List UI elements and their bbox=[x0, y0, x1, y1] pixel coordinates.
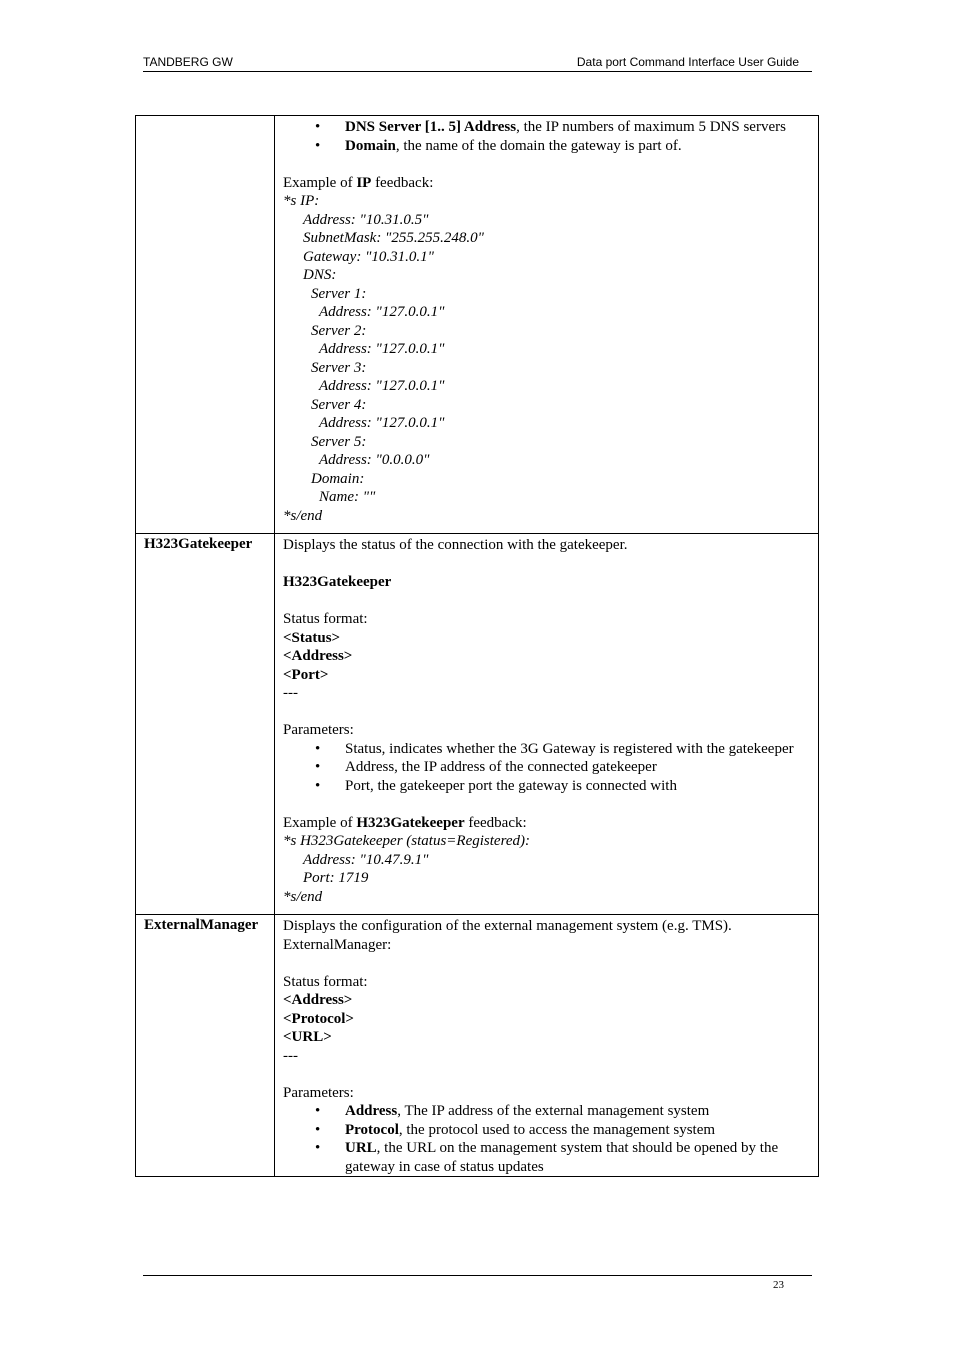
feedback-line: Server 2: bbox=[311, 322, 367, 339]
bullet-text: , the IP numbers of maximum 5 DNS servers bbox=[516, 119, 786, 135]
bullet-text: , the URL on the management system that should be opened by the gateway in case of status updates bbox=[345, 1140, 779, 1175]
feedback-line: Address: "10.31.0.5" bbox=[303, 211, 429, 228]
list-item: • Status, indicates whether the 3G Gateway is registered with the gatekeeper bbox=[283, 740, 812, 759]
bullet-text: , The IP address of the external management system bbox=[397, 1103, 710, 1119]
list-item bbox=[283, 137, 812, 156]
ext-separator: --- bbox=[283, 1047, 298, 1064]
feedback-line: Server 1: bbox=[311, 285, 367, 302]
ext-command: ExternalManager: bbox=[283, 936, 392, 953]
h323-command: H323Gatekeeper bbox=[283, 574, 392, 590]
command-table bbox=[135, 115, 819, 1177]
feedback-line: Name: "" bbox=[319, 489, 376, 505]
feedback-line: Server 3: bbox=[311, 359, 367, 376]
feedback-line: Domain: bbox=[311, 470, 365, 487]
content-cell-external-manager bbox=[275, 915, 819, 1177]
feedback-line: *s H323Gatekeeper (status=Registered): bbox=[283, 833, 531, 849]
list-item bbox=[283, 1102, 812, 1121]
feedback-line: Server 5: bbox=[311, 433, 367, 450]
ext-description: Displays the configuration of the external management system (e.g. TMS). bbox=[283, 918, 732, 934]
list-item bbox=[283, 1139, 812, 1176]
h323-separator: --- bbox=[283, 685, 298, 701]
label-cell-empty bbox=[136, 116, 275, 534]
h323-parameter-list bbox=[283, 740, 812, 796]
h323-status-format-label: Status format: bbox=[283, 611, 368, 627]
format-line: <Status> bbox=[283, 629, 341, 646]
feedback-line: Gateway: "10.31.0.1" bbox=[303, 248, 434, 265]
ip-feedback-block bbox=[283, 192, 812, 525]
row-label: ExternalManager bbox=[144, 917, 259, 933]
ext-parameter-list bbox=[283, 1102, 812, 1176]
table-row-h323 bbox=[136, 534, 819, 915]
feedback-line: Server 4: bbox=[311, 396, 367, 413]
feedback-line: *s/end bbox=[283, 888, 323, 905]
bullet-term: Protocol bbox=[345, 1121, 399, 1138]
bullet-term: Address bbox=[345, 1103, 398, 1119]
bullet-term: DNS Server [1.. 5] Address bbox=[345, 119, 517, 135]
feedback-line: Address: "127.0.0.1" bbox=[319, 415, 445, 431]
bullet-text: , the name of the domain the gateway is part of. bbox=[395, 137, 682, 154]
page-number: 23 bbox=[773, 1279, 784, 1291]
table-row-ip bbox=[136, 116, 819, 534]
feedback-line: Address: "127.0.0.1" bbox=[319, 341, 445, 357]
feedback-line: Address: "0.0.0.0" bbox=[319, 452, 430, 468]
table-row-external-manager bbox=[136, 915, 819, 1177]
list-item: • Port, the gatekeeper port the gateway is connected with bbox=[283, 777, 812, 796]
header-left: TANDBERG GW bbox=[143, 55, 233, 69]
format-line: <Address> bbox=[283, 648, 353, 664]
list-item: • Address, the IP address of the connected gatekeeper bbox=[283, 758, 812, 777]
list-item bbox=[283, 1121, 812, 1140]
header-divider bbox=[143, 71, 812, 72]
feedback-line: Address: "10.47.9.1" bbox=[303, 851, 429, 868]
ext-status-format bbox=[283, 991, 812, 1047]
h323-example-heading: Example of H323Gatekeeper feedback: bbox=[283, 814, 527, 831]
bullet-term: URL bbox=[345, 1140, 377, 1156]
content-cell-ip bbox=[275, 116, 819, 534]
feedback-line: SubnetMask: "255.255.248.0" bbox=[303, 230, 484, 246]
h323-description: Displays the status of the connection with the gatekeeper. bbox=[283, 537, 628, 553]
feedback-line: Address: "127.0.0.1" bbox=[319, 304, 445, 320]
row-label: H323Gatekeeper bbox=[144, 536, 253, 552]
label-cell-external-manager bbox=[136, 915, 275, 1177]
list-item bbox=[283, 118, 812, 137]
format-line: <Port> bbox=[283, 666, 329, 683]
h323-feedback-block bbox=[283, 832, 812, 906]
h323-status-format bbox=[283, 629, 812, 685]
ip-bullet-list bbox=[283, 118, 812, 155]
ext-status-format-label: Status format: bbox=[283, 973, 368, 990]
feedback-line: DNS: bbox=[303, 267, 337, 283]
format-line: <URL> bbox=[283, 1029, 332, 1045]
bullet-text: , the protocol used to access the management system bbox=[398, 1121, 716, 1138]
footer-divider bbox=[143, 1275, 812, 1276]
label-cell-h323 bbox=[136, 534, 275, 915]
feedback-line: Port: 1719 bbox=[303, 870, 369, 886]
feedback-line: *s/end bbox=[283, 507, 323, 524]
format-line: <Protocol> bbox=[283, 1010, 354, 1027]
format-line: <Address> bbox=[283, 992, 353, 1008]
header-right: Data port Command Interface User Guide bbox=[576, 55, 799, 69]
feedback-line: Address: "127.0.0.1" bbox=[319, 378, 445, 394]
bullet-term: Domain bbox=[345, 137, 396, 154]
ip-example-heading: Example of IP feedback: bbox=[283, 174, 434, 191]
h323-parameters-label: Parameters: bbox=[283, 722, 354, 738]
content-cell-h323 bbox=[275, 534, 819, 915]
feedback-line: *s IP: bbox=[283, 193, 320, 209]
ext-parameters-label: Parameters: bbox=[283, 1084, 354, 1101]
